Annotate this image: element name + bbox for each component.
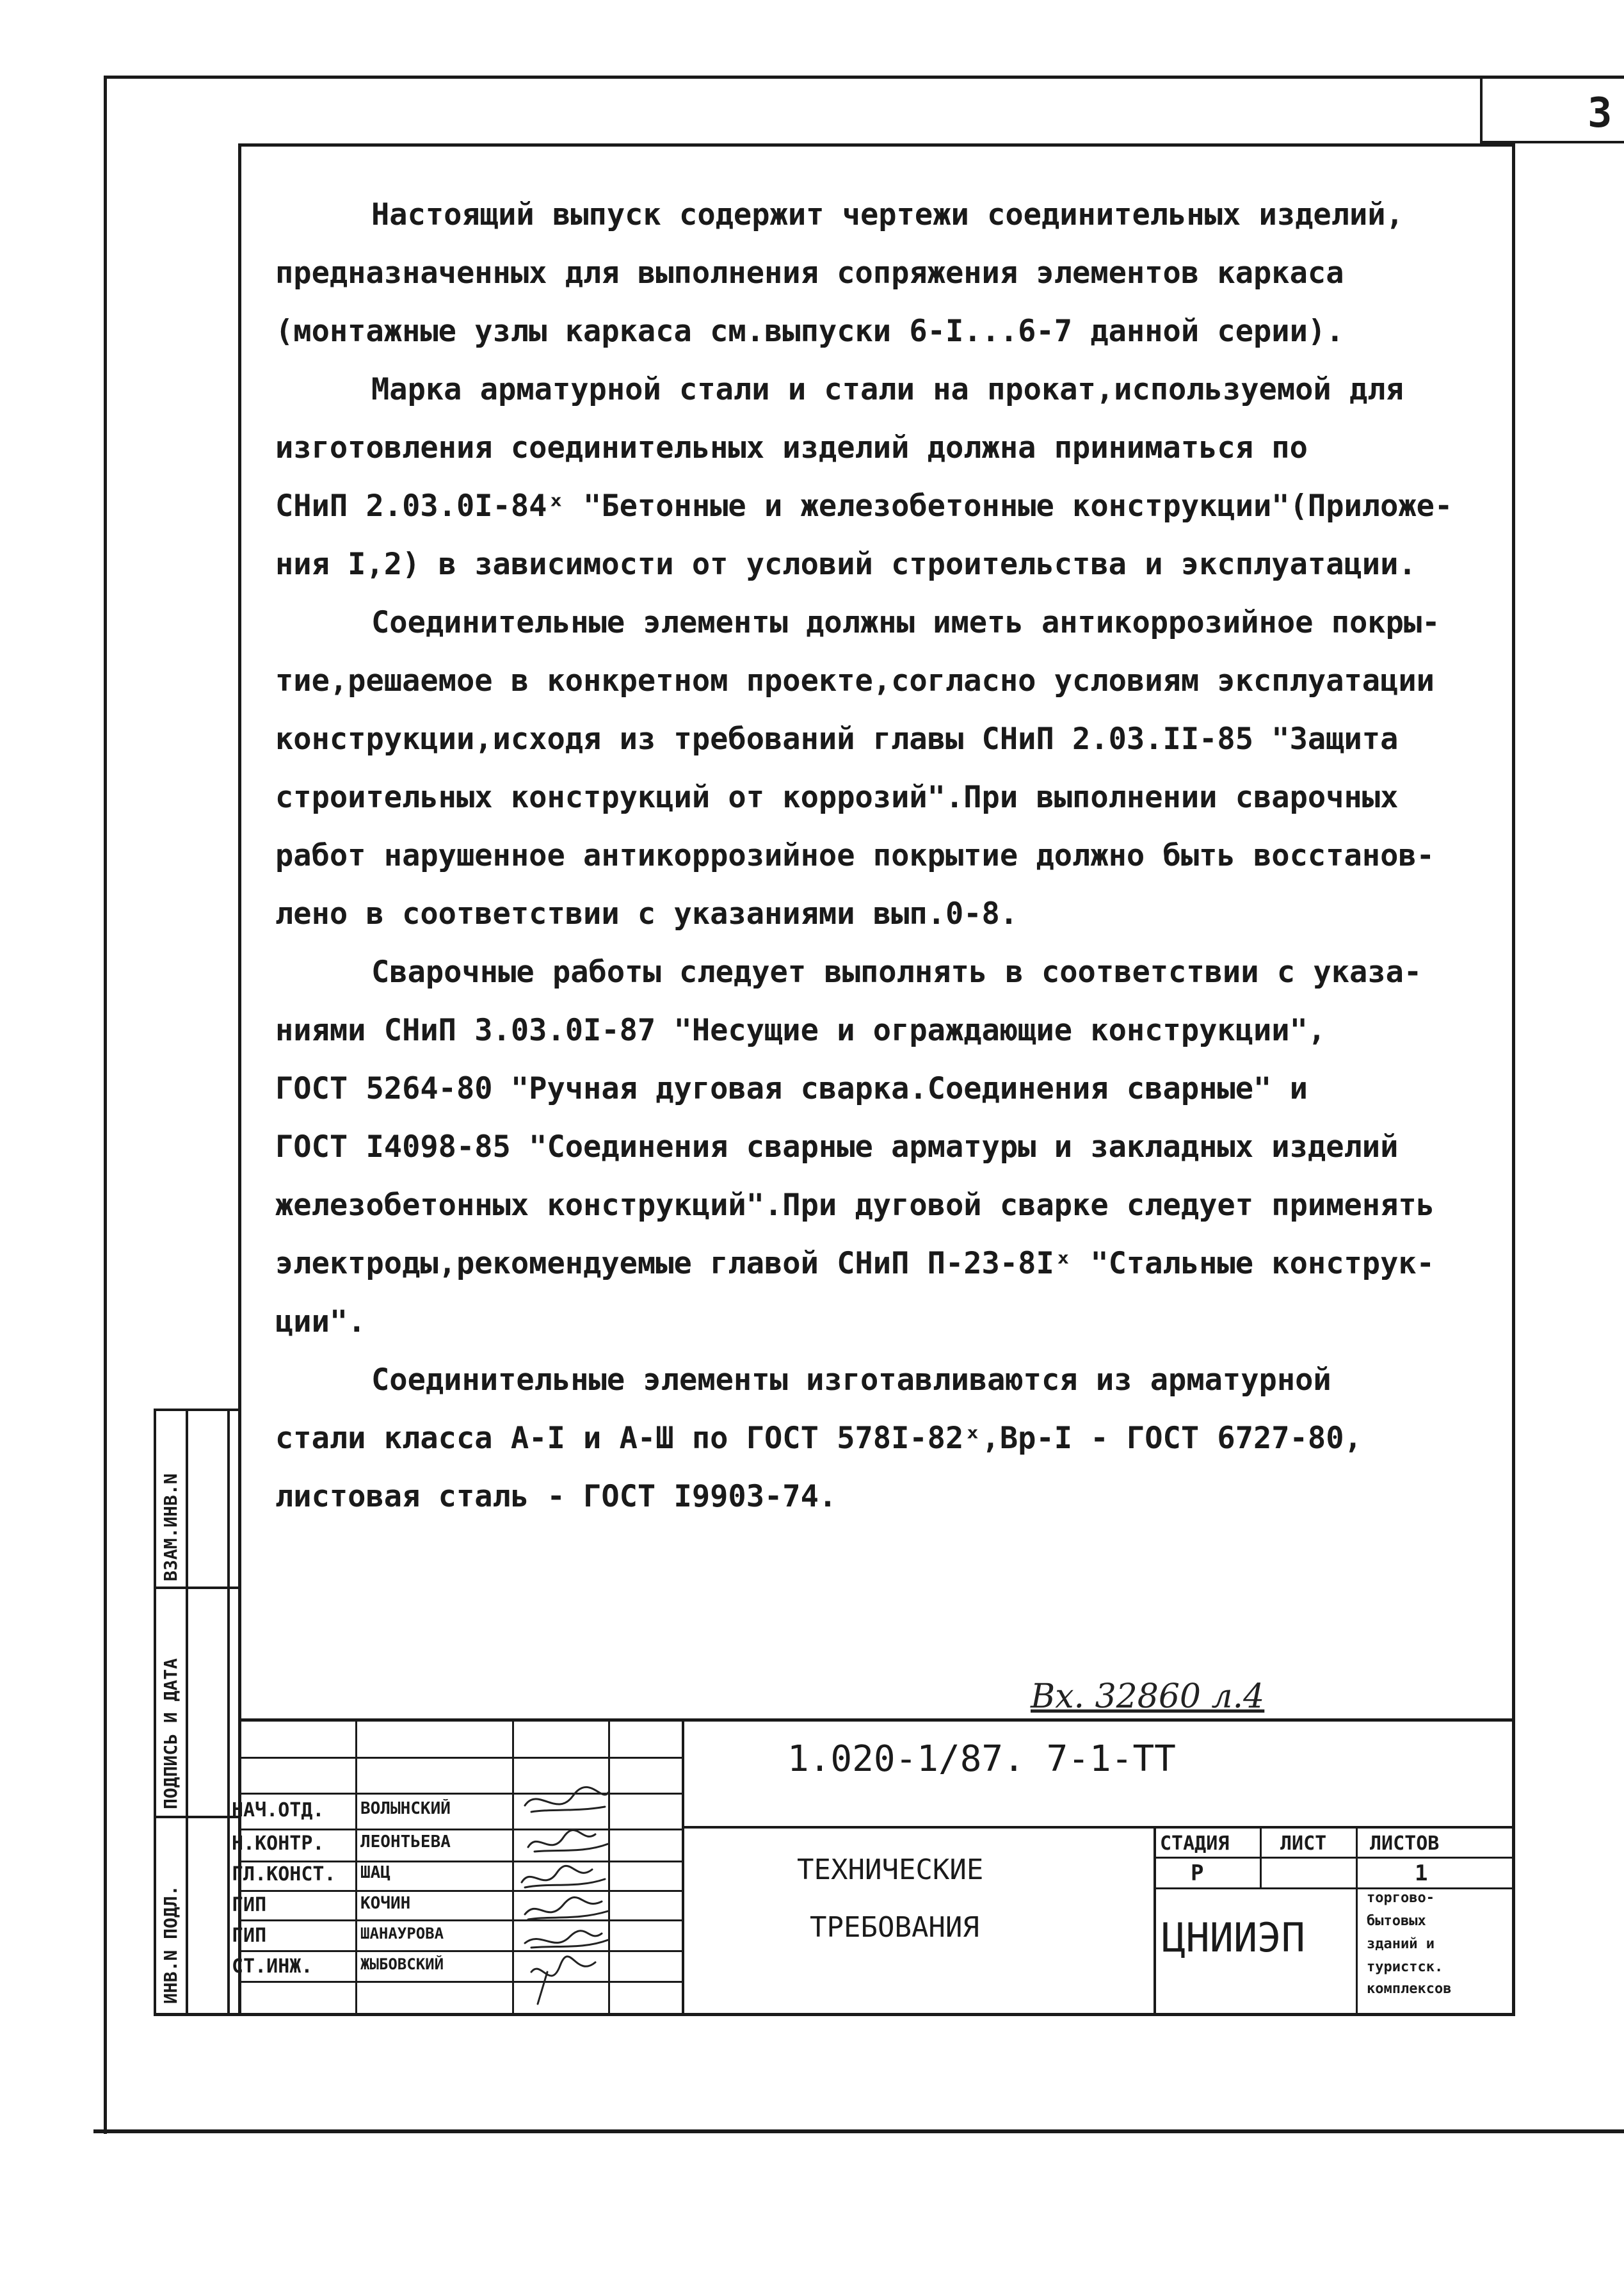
staff-role-3: ГЛ.КОНСТ. — [232, 1863, 336, 1885]
margin-box-right — [227, 1409, 230, 2015]
paragraph-4: Сварочные работы следует выполнять в соответствии с указа- ниями СНиП 3.03.0I-87 "Несущие и ограждающие конструкции", ГОСТ 5264-80 "Ручная дуговая сварка.Соединения сварные" и ГОСТ I4098-85 "Соединения сварные арматуры и закладных изделий железобетонных конструкций".При дуговой сварке следует применять электроды,рекомендуемые главой СНиП П-23-8Iˣ "Стальные конструк- ции". — [275, 955, 1435, 1339]
organization-sub-2: бытовых — [1367, 1913, 1426, 1929]
outer-frame-left — [104, 76, 107, 2134]
tb-designation-bottom — [682, 1826, 1514, 1829]
staff-name-2: ЛЕОНТЬЕВА — [360, 1832, 451, 1852]
tb-row-4 — [238, 1861, 682, 1862]
tb-stage-col1 — [1260, 1826, 1262, 1887]
page-number: 3 — [1588, 90, 1612, 137]
sheets-header: ЛИСТОВ — [1370, 1832, 1440, 1855]
staff-role-2: Н.КОНТР. — [232, 1832, 325, 1855]
organization-sub-5: комплексов — [1367, 1981, 1452, 1997]
page-number-box-left — [1480, 76, 1483, 143]
paragraph-2: Марка арматурной стали и стали на прокат,используемой для изготовления соединительных изделий должна приниматься по СНиП 2.03.0I-84ˣ "Бетонные и железобетонные конструкции"(Приложе- ния I,2) в зависимости от условий строительства и эксплуатации. — [275, 372, 1453, 582]
margin-box-mid — [186, 1409, 188, 2015]
tb-stage-row1 — [1154, 1857, 1514, 1859]
tb-row-5 — [238, 1890, 682, 1892]
margin-box-left — [154, 1409, 156, 2015]
margin-box-top — [154, 1409, 240, 1411]
margin-box-div2 — [154, 1816, 240, 1818]
tb-right-split — [1154, 1826, 1156, 2015]
margin-label-sign-date: ПОДПИСЬ И ДАТА — [160, 1658, 181, 1809]
staff-role-5: ГИП — [232, 1925, 267, 1947]
organization-sub-3: зданий и — [1367, 1936, 1435, 1952]
tb-row-2 — [238, 1793, 682, 1795]
inner-frame-top — [238, 143, 1514, 147]
inner-frame-bottom — [154, 2013, 1515, 2016]
tb-row-7 — [238, 1950, 682, 1952]
outer-frame-bottom — [93, 2129, 1624, 2133]
staff-name-6: ЖЫБОВСКИЙ — [360, 1955, 444, 1973]
margin-label-inv-orig: ИНВ.N ПОДЛ. — [160, 1885, 181, 2004]
tb-row-3 — [238, 1829, 682, 1830]
sheet-header: ЛИСТ — [1280, 1832, 1327, 1855]
staff-role-1: НАЧ.ОТД. — [232, 1799, 325, 1821]
inventory-note: Вх. 32860 л.4 — [1031, 1677, 1265, 1716]
document-title-line2: ТРЕБОВАНИЯ — [810, 1911, 979, 1944]
document-designation: 1.020-1/87. 7-1-ТТ — [787, 1738, 1176, 1780]
organization-name: ЦНИИЭП — [1162, 1914, 1305, 1961]
organization-sub-1: торгово- — [1367, 1890, 1435, 1906]
technical-requirements-text — [275, 186, 1491, 1526]
staff-name-5: ШАНАУРОВА — [360, 1925, 444, 1942]
tb-org-split — [1356, 1887, 1358, 2015]
margin-label-inv-replace: ВЗАМ.ИНВ.N — [160, 1473, 181, 1581]
tb-row-8 — [238, 1981, 682, 1983]
stage-value: Р — [1191, 1861, 1204, 1886]
inner-frame-left — [238, 143, 241, 2015]
staff-role-4: ГИП — [232, 1894, 267, 1916]
tb-row-6 — [238, 1919, 682, 1921]
staff-name-4: КОЧИН — [360, 1894, 411, 1913]
paragraph-3: Соединительные элементы должны иметь антикоррозийное покры- тие,решаемое в конкретном проекте,согласно условиям эксплуатации конструкции,исходя из требований главы СНиП 2.03.II-85 "Защита строительных конструкций от коррозий".При выполнении сварочных работ нарушенное антикоррозийное покрытие должно быть восстанов- лено в соответствии с указаниями вып.0-8. — [275, 605, 1440, 932]
tb-stage-row2 — [1154, 1887, 1514, 1889]
inner-frame-right — [1512, 143, 1515, 2015]
tb-col-d — [682, 1718, 684, 2013]
staff-name-1: ВОЛЫНСКИЙ — [360, 1799, 451, 1818]
stage-header: СТАДИЯ — [1160, 1832, 1230, 1855]
tb-row-1 — [238, 1757, 682, 1759]
margin-box-div1 — [154, 1587, 240, 1589]
outer-frame-top — [104, 76, 1624, 79]
organization-sub-4: туристск. — [1367, 1959, 1443, 1975]
tb-stage-col2 — [1356, 1826, 1358, 1887]
paragraph-1: Настоящий выпуск содержит чертежи соединительных изделий, предназначенных для выполнения сопряжения элементов каркаса (монтажные узлы каркаса см.выпуски 6-I...6-7 данной серии). — [275, 197, 1404, 349]
staff-role-6: СТ.ИНЖ. — [232, 1955, 313, 1978]
tb-col-a — [355, 1718, 357, 2013]
signatures — [512, 1780, 615, 2010]
document-title-line1: ТЕХНИЧЕСКИЕ — [797, 1853, 984, 1886]
sheets-value: 1 — [1415, 1861, 1428, 1886]
staff-name-3: ШАЦ — [360, 1863, 390, 1882]
tb-top — [238, 1718, 1514, 1722]
paragraph-5: Соединительные элементы изготавливаются из арматурной стали класса А-I и А-Ш по ГОСТ 578I-82ˣ,Вр-I - ГОСТ 6727-80, листовая сталь - ГОСТ I9903-74. — [275, 1362, 1362, 1514]
